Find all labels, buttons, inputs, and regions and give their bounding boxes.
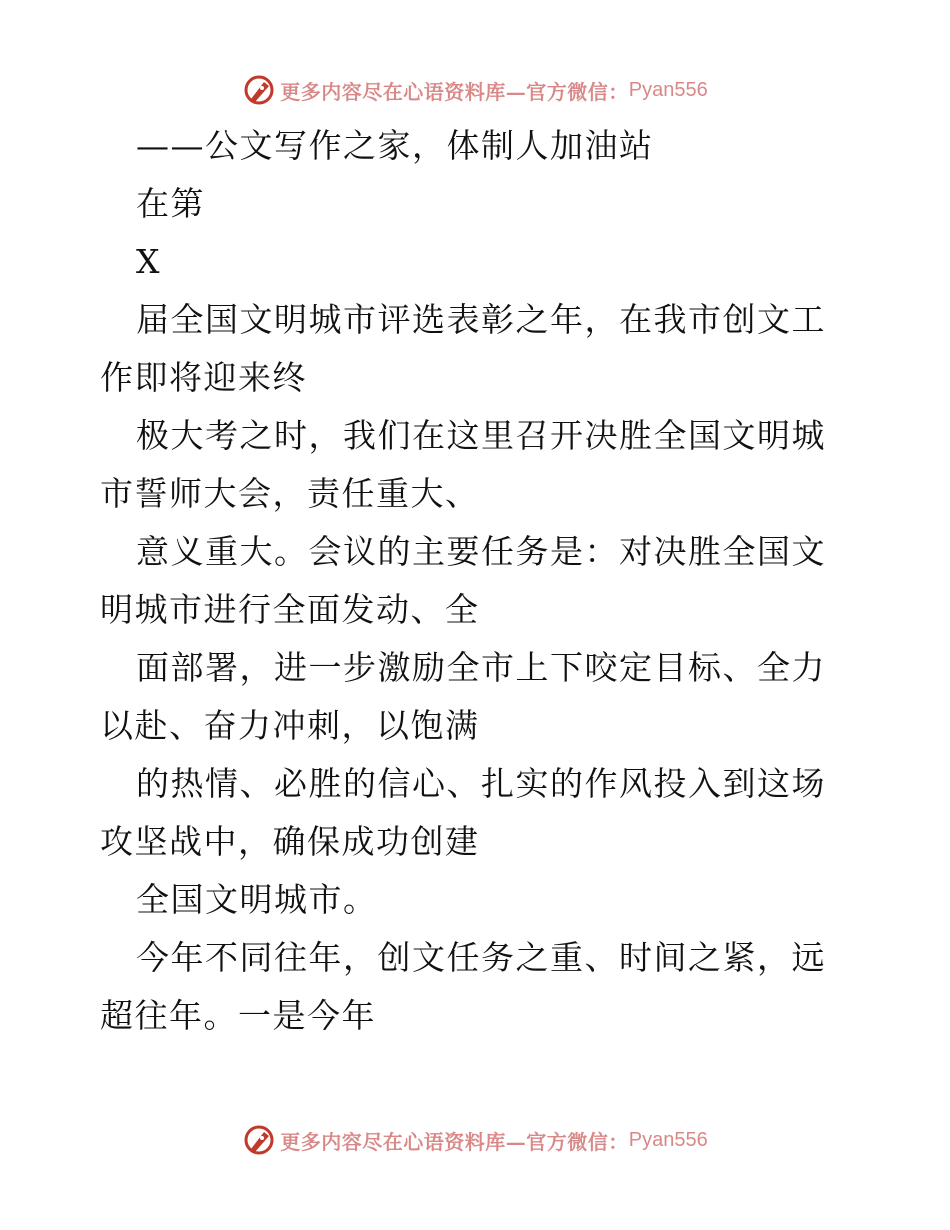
paragraph: 极大考之时，我们在这里召开决胜全国文明城市誓师大会，责任重大、 xyxy=(100,416,826,513)
paragraph: 今年不同往年，创文任务之重、时间之紧，远超往年。一是今年 xyxy=(100,938,826,1035)
paragraph: 届全国文明城市评选表彰之年，在我市创文工作即将迎来终 xyxy=(100,300,826,397)
paragraph: 全国文明城市。 xyxy=(136,880,378,919)
footer-wechat-id: Pyan556 xyxy=(628,1128,708,1151)
pen-nib-logo-icon xyxy=(242,73,276,107)
header-wechat-id: Pyan556 xyxy=(628,78,708,101)
header-banner-text: 更多内容尽在心语资料库—官方微信： xyxy=(280,79,629,104)
footer-watermark xyxy=(0,1120,950,1160)
paragraph: 意义重大。会议的主要任务是：对决胜全国文明城市进行全面发动、全 xyxy=(100,532,826,629)
document-body xyxy=(100,117,860,1045)
footer-banner-text: 更多内容尽在心语资料库—官方微信： xyxy=(280,1129,629,1154)
paragraph: X xyxy=(136,242,161,281)
paragraph: 的热情、必胜的信心、扎实的作风投入到这场攻坚战中，确保成功创建 xyxy=(100,764,826,861)
header-watermark xyxy=(0,70,950,110)
paragraph: 在第 xyxy=(136,184,205,223)
paragraph: ——公文写作之家，体制人加油站 xyxy=(136,126,654,165)
paragraph: 面部署，进一步激励全市上下咬定目标、全力以赴、奋力冲刺，以饱满 xyxy=(100,648,826,745)
pen-nib-logo-icon xyxy=(242,1123,276,1157)
